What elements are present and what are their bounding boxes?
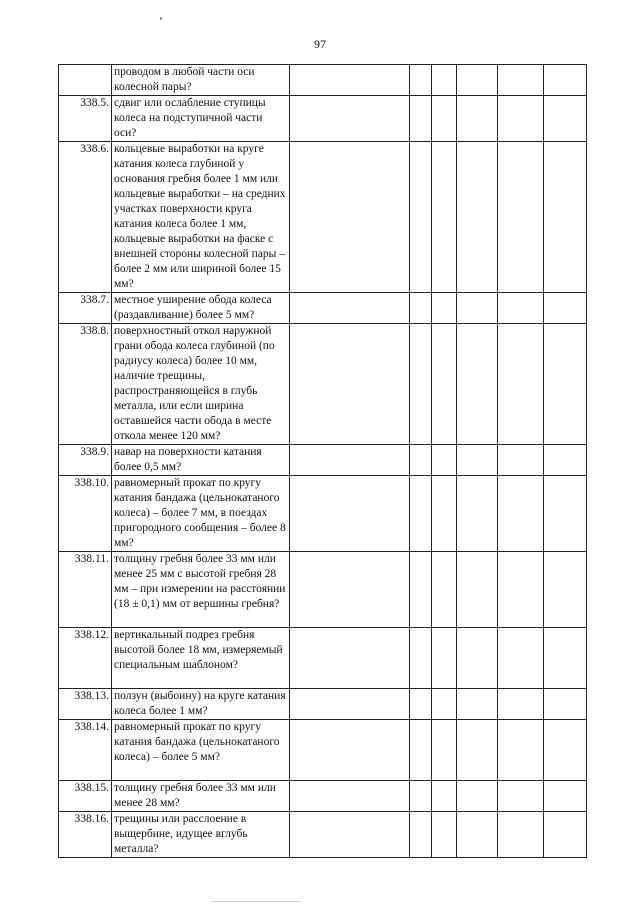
answer-cell: [410, 781, 432, 812]
row-description: поверхностный откол наружной грани обода колеса глубиной (по радиусу колеса) более 10 мм, наличие трещины, распространяющейся в глубь металла, или если ширина оставшейся части обода в месте откола менее 120 мм?: [112, 324, 290, 445]
answer-cell: [410, 812, 432, 858]
answer-cell: [457, 65, 498, 96]
answer-cell: [498, 142, 544, 293]
answer-cell: [432, 293, 457, 324]
answer-cell: [498, 812, 544, 858]
answer-cell: [457, 628, 498, 689]
row-description: ползун (выбоину) на круге катания колеса более 1 мм?: [112, 689, 290, 720]
row-description: сдвиг или ослабление ступицы колеса на подступичной части оси?: [112, 96, 290, 142]
answer-cell: [498, 476, 544, 552]
answer-cell: [410, 324, 432, 445]
answer-cell: [410, 628, 432, 689]
table-row: [59, 812, 587, 858]
row-number: 338.15.: [59, 781, 112, 812]
row-number: 338.9.: [59, 445, 112, 476]
answer-cell: [432, 781, 457, 812]
answer-cell: [432, 96, 457, 142]
answer-cell: [290, 720, 410, 781]
answer-cell: [457, 552, 498, 628]
answer-cell: [498, 324, 544, 445]
answer-cell: [432, 628, 457, 689]
answer-cell: [498, 720, 544, 781]
row-number: 338.10.: [59, 476, 112, 552]
row-description: толщину гребня более 33 мм или менее 25 мм с высотой гребня 28 мм – при измерении на расстоянии (18 ± 0,1) мм от вершины гребня?: [112, 552, 290, 628]
answer-cell: [544, 476, 587, 552]
answer-cell: [544, 65, 587, 96]
answer-cell: [432, 689, 457, 720]
answer-cell: [544, 324, 587, 445]
answer-cell: [290, 812, 410, 858]
answer-cell: [498, 65, 544, 96]
table-row: [59, 720, 587, 781]
table-row: [59, 142, 587, 293]
row-number: 338.7.: [59, 293, 112, 324]
answer-cell: [498, 293, 544, 324]
table-row: [59, 781, 587, 812]
answer-cell: [498, 552, 544, 628]
answer-cell: [457, 720, 498, 781]
answer-cell: [544, 293, 587, 324]
answer-cell: [290, 324, 410, 445]
answer-cell: [410, 96, 432, 142]
row-description: равномерный прокат по кругу катания бандажа (цельнокатаного колеса) – более 5 мм?: [112, 720, 290, 781]
row-description: толщину гребня более 33 мм или менее 28 мм?: [112, 781, 290, 812]
answer-cell: [544, 812, 587, 858]
answer-cell: [432, 812, 457, 858]
answer-cell: [544, 142, 587, 293]
row-number: 338.6.: [59, 142, 112, 293]
table-row: [59, 445, 587, 476]
checklist-table: [58, 64, 587, 858]
answer-cell: [410, 720, 432, 781]
row-description: вертикальный подрез гребня высотой более 18 мм, измеряемый специальным шаблоном?: [112, 628, 290, 689]
row-description: равномерный прокат по кругу катания бандажа (цельнокатаного колеса) – более 7 мм, в поездах пригородного сообщения – более 8 мм?: [112, 476, 290, 552]
table-row: [59, 476, 587, 552]
answer-cell: [290, 476, 410, 552]
answer-cell: [432, 476, 457, 552]
answer-cell: [432, 142, 457, 293]
row-number: 338.11.: [59, 552, 112, 628]
answer-cell: [498, 445, 544, 476]
answer-cell: [457, 445, 498, 476]
answer-cell: [544, 689, 587, 720]
answer-cell: [290, 781, 410, 812]
answer-cell: [410, 65, 432, 96]
answer-cell: [432, 445, 457, 476]
answer-cell: [432, 65, 457, 96]
answer-cell: [457, 293, 498, 324]
page-number: 97: [314, 37, 326, 51]
row-number: 338.13.: [59, 689, 112, 720]
answer-cell: [498, 781, 544, 812]
row-description: трещины или расслоение в выщербине, идущее вглубь металла?: [112, 812, 290, 858]
answer-cell: [432, 324, 457, 445]
row-number: 338.8.: [59, 324, 112, 445]
answer-cell: [290, 445, 410, 476]
answer-cell: [290, 689, 410, 720]
row-number: 338.16.: [59, 812, 112, 858]
table-row: [59, 96, 587, 142]
answer-cell: [410, 552, 432, 628]
table-row: [59, 689, 587, 720]
answer-cell: [432, 552, 457, 628]
answer-cell: [290, 628, 410, 689]
answer-cell: [544, 720, 587, 781]
answer-cell: [457, 689, 498, 720]
answer-cell: [410, 445, 432, 476]
table-row: [59, 628, 587, 689]
answer-cell: [498, 689, 544, 720]
answer-cell: [498, 96, 544, 142]
answer-cell: [410, 142, 432, 293]
scan-mark: [211, 901, 301, 902]
answer-cell: [457, 324, 498, 445]
answer-cell: [290, 96, 410, 142]
row-description: кольцевые выработки на круге катания колеса глубиной у основания гребня более 1 мм или кольцевые выработки – на средних участках поверхности круга катания колеса более 1 мм, кольцевые выработки на фаске с внешней стороны колесной пары – более 2 мм или шириной более 15 мм?: [112, 142, 290, 293]
answer-cell: [457, 96, 498, 142]
row-number: 338.12.: [59, 628, 112, 689]
scan-mark: [160, 17, 162, 20]
table-row: [59, 65, 587, 96]
answer-cell: [410, 476, 432, 552]
answer-cell: [544, 781, 587, 812]
table-row: [59, 552, 587, 628]
answer-cell: [432, 720, 457, 781]
row-description: проводом в любой части оси колесной пары?: [112, 65, 290, 96]
row-number: 338.14.: [59, 720, 112, 781]
answer-cell: [544, 628, 587, 689]
answer-cell: [290, 552, 410, 628]
table-row: [59, 293, 587, 324]
answer-cell: [498, 628, 544, 689]
row-number: [59, 65, 112, 96]
answer-cell: [457, 142, 498, 293]
answer-cell: [410, 689, 432, 720]
answer-cell: [410, 293, 432, 324]
answer-cell: [457, 812, 498, 858]
answer-cell: [290, 65, 410, 96]
answer-cell: [290, 293, 410, 324]
row-description: навар на поверхности катания более 0,5 мм?: [112, 445, 290, 476]
answer-cell: [457, 476, 498, 552]
answer-cell: [544, 552, 587, 628]
answer-cell: [457, 781, 498, 812]
row-description: местное уширение обода колеса (раздавливание) более 5 мм?: [112, 293, 290, 324]
table-row: [59, 324, 587, 445]
answer-cell: [290, 142, 410, 293]
row-number: 338.5.: [59, 96, 112, 142]
answer-cell: [544, 96, 587, 142]
answer-cell: [544, 445, 587, 476]
